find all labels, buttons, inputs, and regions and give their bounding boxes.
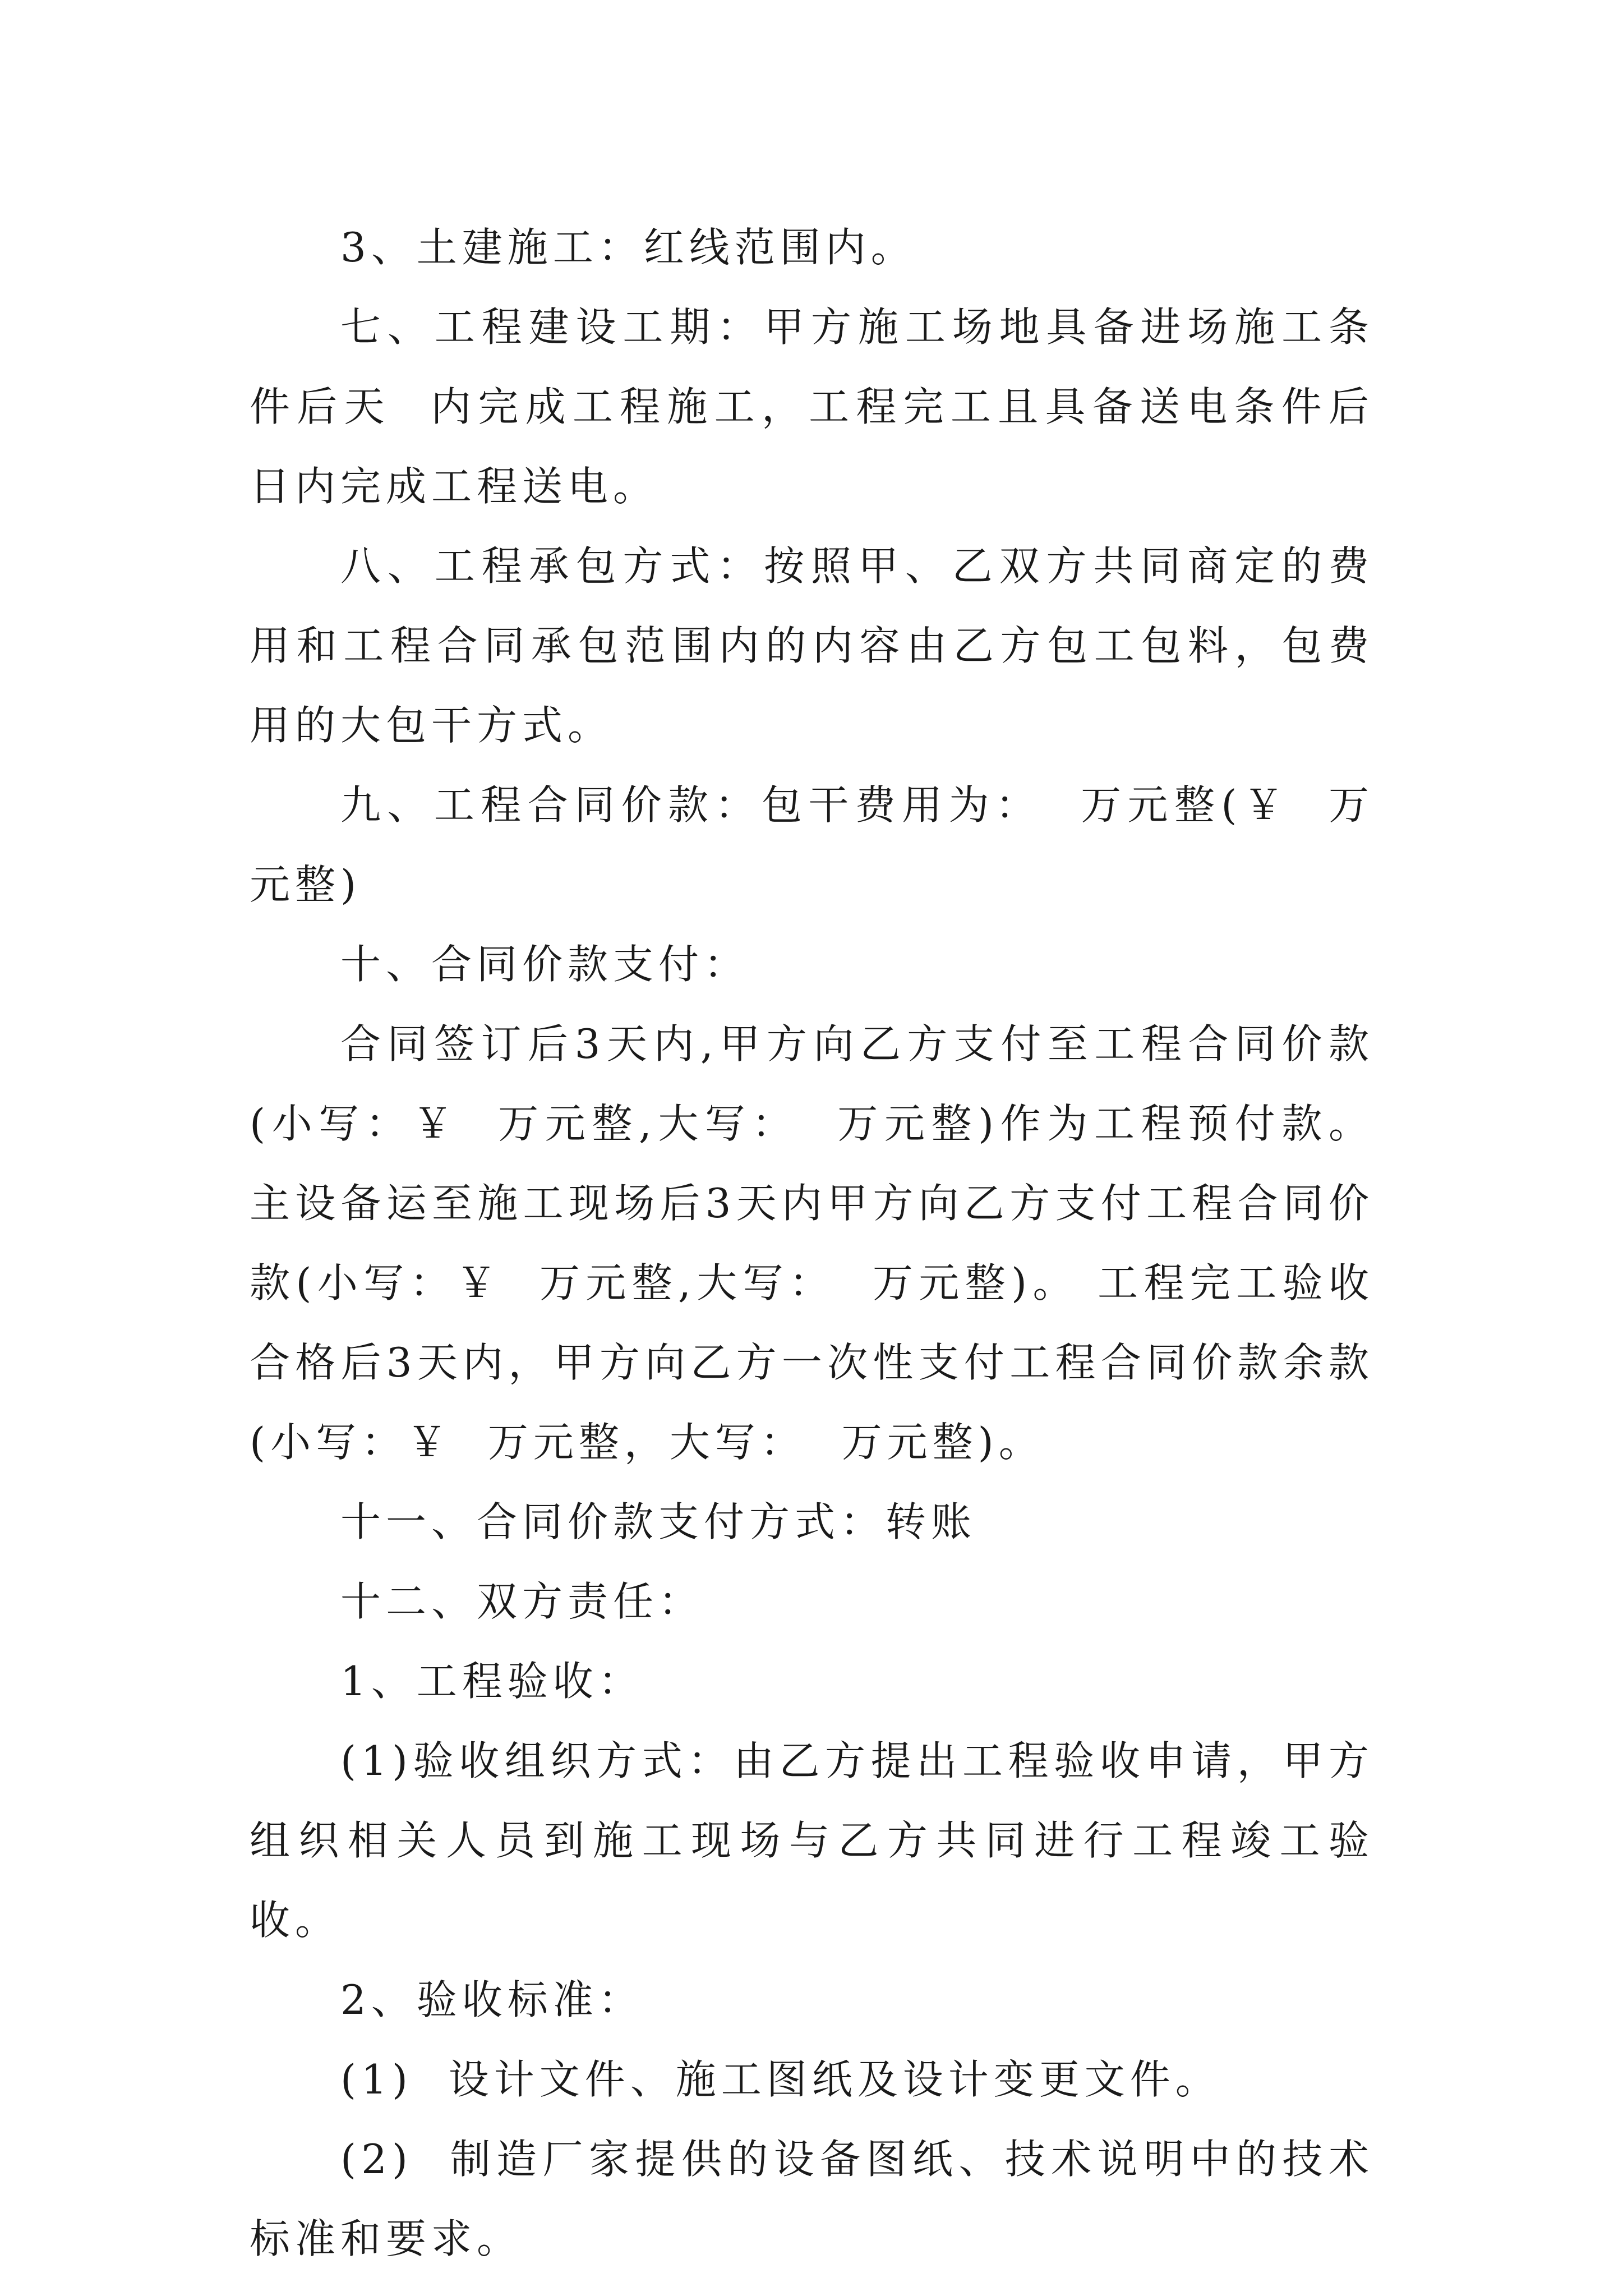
document-body	[250, 208, 1410, 2279]
paragraph-payment-method: 十一、合同价款支付方式：转账	[340, 1498, 977, 1545]
paragraph-standard-design-files: (1) 设计文件、施工图纸及设计变更文件。	[340, 2056, 1221, 2103]
paragraph-payment-heading: 十、合同价款支付：	[340, 941, 750, 988]
paragraph-civil-construction: 3、土建施工：红线范围内。	[340, 224, 916, 271]
paragraph-responsibilities-heading: 十二、双方责任：	[340, 1578, 704, 1625]
paragraph-acceptance-standards-heading: 2、验收标准：	[340, 1976, 644, 2023]
paragraph-contracting-method: 八、工程承包方式：按照甲、乙双方共同商定的费用和工程合同承包范围内的内容由乙方包工包料，包费用的大包干方式。	[250, 542, 1374, 749]
paragraph-payment-terms: 合同签订后3天内,甲方向乙方支付至工程合同价款(小写：￥ 万元整,大写： 万元整)作为工程预付款。 主设备运至施工现场后3天内甲方向乙方支付工程合同价款(小写：￥ 万元整,大写： 万元整)。 工程完工验收合格后3天内，甲方向乙方一次性支付工程合同价款余款(小写：￥ 万元整，大写： 万元整)。	[250, 1020, 1392, 1466]
paragraph-contract-price: 九、工程合同价款：包干费用为： 万元整(￥ 万元整)	[250, 781, 1374, 908]
paragraph-standard-manufacturer: (2) 制造厂家提供的设备图纸、技术说明中的技术标准和要求。	[250, 2136, 1374, 2262]
paragraph-construction-period: 七、工程建设工期：甲方施工场地具备进场施工条件后天 内完成工程施工，工程完工且具备送电条件后 日内完成工程送电。	[250, 303, 1410, 510]
paragraph-acceptance-organization: (1)验收组织方式：由乙方提出工程验收申请，甲方组织相关人员到施工现场与乙方共同进行工程竣工验收。	[250, 1737, 1374, 1944]
paragraph-acceptance-heading: 1、工程验收：	[340, 1658, 644, 1705]
